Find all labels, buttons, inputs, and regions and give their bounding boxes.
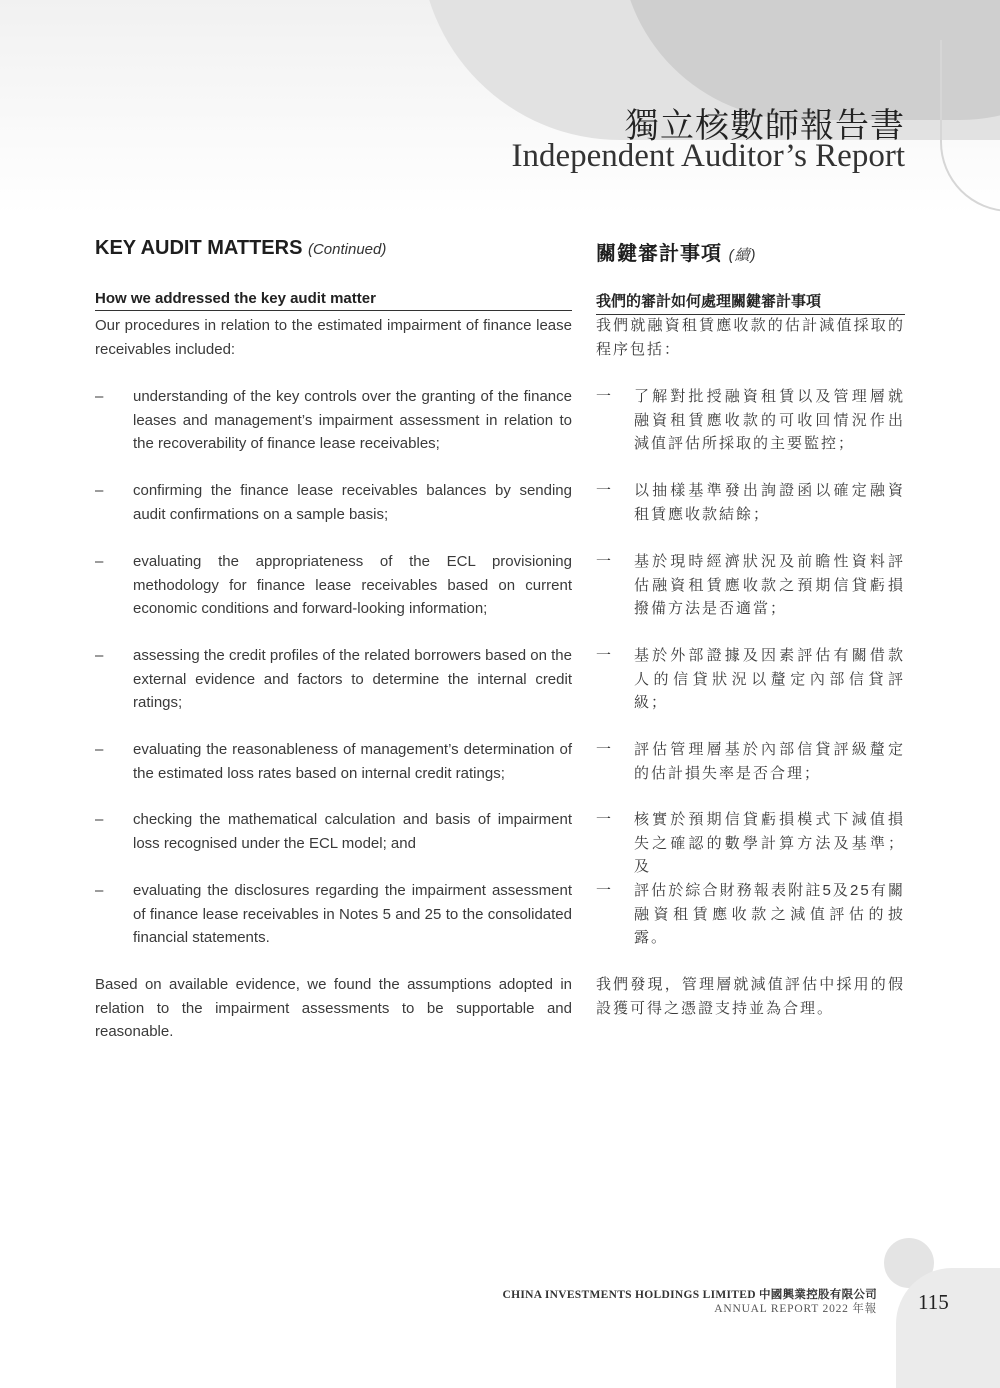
list-item-text-cn: 以抽樣基準發出詢證函以確定融資租賃應收款結餘； <box>634 482 905 523</box>
list-item-text: evaluating the reasonableness of management’s determination of the estimated loss rates based on internal credit ratings; <box>133 741 572 782</box>
section-title-text-cn: 關鍵審計事項 <box>596 243 722 265</box>
page-title-english: Independent Auditor’s Report <box>511 138 905 174</box>
list-item-text-cn: 基於外部證據及因素評估有關借款人的信貸狀況以釐定內部信貸評級； <box>634 647 905 711</box>
footer-report-label: ANNUAL REPORT 2022 年報 <box>714 1303 877 1315</box>
bullet-dash: – <box>95 388 104 405</box>
bullet-dash: – <box>95 811 104 828</box>
list-item-cn <box>596 879 905 950</box>
list-item <box>95 738 572 785</box>
section-title-chinese <box>596 237 757 266</box>
list-item-text-cn: 評估管理層基於內部信貸評級釐定的估計損失率是否合理； <box>634 741 905 782</box>
section-title-english <box>95 237 386 260</box>
header-decoration-curve <box>940 40 1000 212</box>
list-item-text: evaluating the appropriateness of the ECL provisioning methodology for finance lease receivables based on current economic conditions and forward-looking information; <box>133 553 572 617</box>
bullet-dash-cn: 一 <box>596 553 612 570</box>
bullet-dash-cn: 一 <box>596 811 612 828</box>
list-item <box>95 385 572 456</box>
list-item-cn <box>596 808 905 879</box>
list-item-text: checking the mathematical calculation and basis of impairment loss recognised under the ECL model; and <box>133 811 572 852</box>
list-item <box>95 644 572 715</box>
bullet-dash-cn: 一 <box>596 647 612 664</box>
conclusion-paragraph-english: Based on available evidence, we found the assumptions adopted in relation to the impairment assessments to be supportable and reasonable. <box>95 976 572 1040</box>
intro-paragraph-english: Our procedures in relation to the estimated impairment of finance lease receivables included: <box>95 317 572 358</box>
list-item-text-cn: 評估於綜合財務報表附註5及25有關融資租賃應收款之減值評估的披露。 <box>634 882 905 946</box>
list-item-text-cn: 了解對批授融資租賃以及管理層就融資租賃應收款的可收回情況作出減值評估所採取的主要監控； <box>634 388 905 452</box>
list-item-text: assessing the credit profiles of the related borrowers based on the external evidence and factors to determine the internal credit ratings; <box>133 647 572 711</box>
subheading-english: How we addressed the key audit matter <box>95 290 572 311</box>
intro-paragraph-chinese: 我們就融資租賃應收款的估計減值採取的程序包括： <box>596 317 905 358</box>
bullet-dash-cn: 一 <box>596 741 612 758</box>
section-continued-label: (Continued) <box>307 241 387 258</box>
bullet-dash: – <box>95 741 104 758</box>
bullet-dash-cn: 一 <box>596 388 612 405</box>
bullet-dash: – <box>95 482 104 499</box>
bullet-dash: – <box>95 647 104 664</box>
list-item-text: confirming the finance lease receivables balances by sending audit confirmations on a sample basis; <box>133 482 572 523</box>
list-item <box>95 479 572 526</box>
section-title-text: KEY AUDIT MATTERS <box>95 237 303 259</box>
bullet-dash-cn: 一 <box>596 882 612 899</box>
footer-decoration-shape <box>896 1268 1000 1388</box>
bullet-dash: – <box>95 882 104 899</box>
subheading-chinese: 我們的審計如何處理關鍵審計事項 <box>596 290 905 315</box>
section-continued-label-cn: (續) <box>728 247 757 264</box>
list-item-text-cn: 基於現時經濟狀況及前瞻性資料評估融資租賃應收款之預期信貸虧損撥備方法是否適當； <box>634 553 905 617</box>
list-item-cn <box>596 644 905 715</box>
page-number: 115 <box>918 1290 949 1314</box>
list-item <box>95 808 572 855</box>
list-item-text: understanding of the key controls over the granting of the finance leases and management’s impairment assessment in relation to the recoverability of finance lease receivables; <box>133 388 572 452</box>
footer-company-name: CHINA INVESTMENTS HOLDINGS LIMITED 中國興業控股有限公司 <box>502 1289 877 1301</box>
page-title-chinese: 獨立核數師報告書 <box>625 106 905 146</box>
list-item <box>95 879 572 950</box>
bullet-dash-cn: 一 <box>596 482 612 499</box>
list-item-cn <box>596 479 905 526</box>
list-item-text: evaluating the disclosures regarding the impairment assessment of finance lease receivables in Notes 5 and 25 to the consolidated financial statements. <box>133 882 572 946</box>
list-item-text-cn: 核實於預期信貸虧損模式下減值損失之確認的數學計算方法及基準；及 <box>634 811 905 875</box>
list-item-cn <box>596 385 905 456</box>
list-item <box>95 550 572 621</box>
list-item-cn <box>596 738 905 785</box>
bullet-dash: – <box>95 553 104 570</box>
conclusion-paragraph-chinese: 我們發現，管理層就減值評估中採用的假設獲可得之憑證支持並為合理。 <box>596 976 905 1017</box>
list-item-cn <box>596 550 905 621</box>
